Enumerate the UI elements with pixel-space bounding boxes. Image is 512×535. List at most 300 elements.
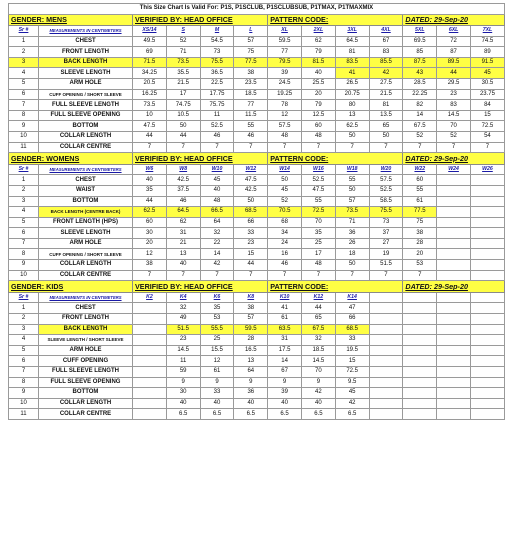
measurement-value: 40 bbox=[166, 260, 200, 271]
measurement-value: 40 bbox=[268, 398, 302, 409]
measurement-name: CHEST bbox=[39, 175, 133, 186]
measurement-value: 47.5 bbox=[301, 185, 335, 196]
measurement-value: 73.5 bbox=[133, 100, 167, 111]
measurement-value: 59.5 bbox=[234, 324, 268, 335]
measurement-value: 49.5 bbox=[133, 36, 167, 47]
measurement-value: 19 bbox=[369, 249, 403, 260]
measurement-value: 53 bbox=[403, 260, 437, 271]
row-number: 5 bbox=[9, 79, 39, 90]
measurement-value: 39 bbox=[268, 388, 302, 399]
measurement-value: 57 bbox=[234, 36, 268, 47]
verified-label: VERIFIED BY: HEAD OFFICE bbox=[133, 14, 268, 26]
size-header bbox=[470, 292, 504, 303]
size-header: W22 bbox=[403, 164, 437, 175]
measurement-value bbox=[133, 335, 167, 346]
measurement-value: 14.5 bbox=[437, 110, 471, 121]
measurement-value: 21 bbox=[166, 238, 200, 249]
measurement-value bbox=[437, 335, 471, 346]
measurement-value: 40 bbox=[301, 398, 335, 409]
measurement-value: 7 bbox=[234, 142, 268, 153]
measurement-value: 7 bbox=[268, 270, 302, 281]
measurement-value: 64.5 bbox=[335, 36, 369, 47]
title-row bbox=[9, 4, 505, 15]
measurement-value bbox=[437, 303, 471, 314]
measurement-value: 50 bbox=[335, 132, 369, 143]
measurement-value: 9.5 bbox=[335, 377, 369, 388]
measurement-value: 45 bbox=[470, 68, 504, 79]
measurement-value: 72.5 bbox=[470, 121, 504, 132]
measurement-value: 42 bbox=[369, 68, 403, 79]
size-header: W16 bbox=[301, 164, 335, 175]
measurement-value: 23.5 bbox=[234, 79, 268, 90]
measurement-value: 14.5 bbox=[166, 345, 200, 356]
measurement-name: COLLAR CENTRE bbox=[39, 409, 133, 420]
measurement-value: 46 bbox=[166, 196, 200, 207]
measurement-value: 46 bbox=[200, 132, 234, 143]
measurement-value: 42.5 bbox=[234, 185, 268, 196]
measurement-value: 9 bbox=[200, 377, 234, 388]
measurement-value bbox=[369, 398, 403, 409]
measurement-name: WAIST bbox=[39, 185, 133, 196]
row-number: 9 bbox=[9, 121, 39, 132]
measurement-value: 15 bbox=[335, 356, 369, 367]
measurement-row bbox=[9, 303, 505, 314]
measurement-value: 78 bbox=[268, 100, 302, 111]
measurement-value: 38 bbox=[403, 228, 437, 239]
measurement-value bbox=[437, 175, 471, 186]
measurement-value: 52.5 bbox=[200, 121, 234, 132]
measurement-value bbox=[470, 398, 504, 409]
measurement-value: 52 bbox=[403, 132, 437, 143]
measurement-value: 41 bbox=[335, 68, 369, 79]
measurement-value bbox=[437, 196, 471, 207]
measurement-value: 62.5 bbox=[133, 207, 167, 218]
measurement-value bbox=[437, 366, 471, 377]
measurement-value: 14 bbox=[200, 249, 234, 260]
measurement-value: 81 bbox=[369, 100, 403, 111]
size-header: W26 bbox=[470, 164, 504, 175]
size-header: W14 bbox=[268, 164, 302, 175]
measurement-name: FULL SLEEVE LENGTH bbox=[39, 100, 133, 111]
measurement-value bbox=[470, 185, 504, 196]
measurement-row bbox=[9, 260, 505, 271]
measurement-name: CUFF OPENING / SHORT SLEEVE bbox=[39, 249, 133, 260]
measurement-name: ARM HOLE bbox=[39, 238, 133, 249]
measurement-value: 70.5 bbox=[268, 207, 302, 218]
measurement-value: 17.5 bbox=[268, 345, 302, 356]
measurement-value: 28 bbox=[403, 238, 437, 249]
measurement-value: 24.5 bbox=[268, 79, 302, 90]
measurement-value: 35 bbox=[301, 228, 335, 239]
measurement-value: 40 bbox=[200, 185, 234, 196]
dated-label: DATED: 29-Sep-20 bbox=[403, 14, 505, 26]
measurement-value: 47 bbox=[335, 303, 369, 314]
measurement-row bbox=[9, 185, 505, 196]
measurement-value: 30 bbox=[133, 228, 167, 239]
measurement-value: 7 bbox=[403, 270, 437, 281]
measurement-value: 24 bbox=[268, 238, 302, 249]
size-header: W18 bbox=[335, 164, 369, 175]
measurement-value bbox=[403, 345, 437, 356]
section-header bbox=[9, 153, 505, 165]
measurement-value: 7 bbox=[369, 142, 403, 153]
measurement-value: 7 bbox=[470, 142, 504, 153]
sr-header: Sr # bbox=[9, 292, 39, 303]
measurement-value: 59 bbox=[166, 366, 200, 377]
measurement-value: 17.75 bbox=[200, 89, 234, 100]
measurement-value: 73 bbox=[369, 217, 403, 228]
sr-header: Sr # bbox=[9, 26, 39, 37]
row-number: 8 bbox=[9, 377, 39, 388]
size-header: W8 bbox=[166, 164, 200, 175]
measurement-row bbox=[9, 110, 505, 121]
measurement-value: 55 bbox=[335, 175, 369, 186]
size-chart-table bbox=[8, 3, 505, 420]
measurement-value: 7 bbox=[301, 270, 335, 281]
measurement-value: 52 bbox=[437, 132, 471, 143]
measurement-value: 42 bbox=[335, 398, 369, 409]
measurement-value: 62 bbox=[166, 217, 200, 228]
measurement-value: 44 bbox=[437, 68, 471, 79]
row-number: 9 bbox=[9, 260, 39, 271]
measurement-value bbox=[369, 377, 403, 388]
measurement-row bbox=[9, 36, 505, 47]
measurement-value bbox=[133, 313, 167, 324]
measurement-value: 10 bbox=[133, 110, 167, 121]
measurement-value: 64 bbox=[200, 217, 234, 228]
size-header: W6 bbox=[133, 164, 167, 175]
row-number: 7 bbox=[9, 238, 39, 249]
measurement-value: 7 bbox=[200, 270, 234, 281]
measurement-value: 33 bbox=[200, 388, 234, 399]
measurement-value: 7 bbox=[133, 270, 167, 281]
measurement-value bbox=[133, 345, 167, 356]
measurement-value: 30.5 bbox=[470, 79, 504, 90]
row-number: 11 bbox=[9, 409, 39, 420]
measurement-value: 46 bbox=[234, 132, 268, 143]
measurement-value bbox=[403, 324, 437, 335]
measurement-value: 17 bbox=[301, 249, 335, 260]
measurement-value bbox=[470, 303, 504, 314]
measurement-value: 36.5 bbox=[200, 68, 234, 79]
measurement-value: 61 bbox=[200, 366, 234, 377]
measurement-value: 44 bbox=[166, 132, 200, 143]
measurement-value bbox=[403, 409, 437, 420]
measurement-value: 7 bbox=[403, 142, 437, 153]
measurement-value: 75.5 bbox=[369, 207, 403, 218]
measurement-value: 83 bbox=[437, 100, 471, 111]
measurement-value: 40 bbox=[234, 398, 268, 409]
measurement-value: 6.5 bbox=[268, 409, 302, 420]
measurement-value: 14 bbox=[268, 356, 302, 367]
measurement-value: 6.5 bbox=[335, 409, 369, 420]
row-number: 3 bbox=[9, 57, 39, 68]
measurement-name: BOTTOM bbox=[39, 121, 133, 132]
size-header: W12 bbox=[234, 164, 268, 175]
measurement-row bbox=[9, 89, 505, 100]
measurement-name: BACK LENGTH bbox=[39, 57, 133, 68]
measurement-value: 84 bbox=[470, 100, 504, 111]
measurement-value: 7 bbox=[166, 142, 200, 153]
measurement-value: 7 bbox=[301, 142, 335, 153]
measurement-value: 77 bbox=[234, 100, 268, 111]
measurement-value: 64.5 bbox=[166, 207, 200, 218]
measurement-value bbox=[470, 175, 504, 186]
measurement-value: 33 bbox=[234, 228, 268, 239]
measurement-value: 42.5 bbox=[166, 175, 200, 186]
measurement-value: 80 bbox=[335, 100, 369, 111]
measurement-value: 7 bbox=[268, 142, 302, 153]
measurement-value: 21.5 bbox=[369, 89, 403, 100]
measurement-value: 66.5 bbox=[200, 207, 234, 218]
measurement-value: 52.5 bbox=[369, 185, 403, 196]
measurement-value: 13 bbox=[166, 249, 200, 260]
measurement-value: 34.25 bbox=[133, 68, 167, 79]
measurement-value: 37.5 bbox=[166, 185, 200, 196]
measurement-value: 35.5 bbox=[166, 68, 200, 79]
row-number: 3 bbox=[9, 324, 39, 335]
measurement-value: 82 bbox=[403, 100, 437, 111]
row-number: 2 bbox=[9, 313, 39, 324]
measurement-value: 28.5 bbox=[403, 79, 437, 90]
measurement-value: 9 bbox=[234, 377, 268, 388]
measurement-value: 77.5 bbox=[403, 207, 437, 218]
row-number: 3 bbox=[9, 196, 39, 207]
measurement-value: 18.5 bbox=[234, 89, 268, 100]
measurement-value: 61 bbox=[268, 313, 302, 324]
measurement-value: 60 bbox=[403, 175, 437, 186]
measurement-row bbox=[9, 132, 505, 143]
row-number: 1 bbox=[9, 175, 39, 186]
gender-label: GENDER: KIDS bbox=[9, 281, 133, 293]
measurement-value bbox=[133, 366, 167, 377]
measurement-row bbox=[9, 196, 505, 207]
measurement-value: 23 bbox=[234, 238, 268, 249]
measurement-row bbox=[9, 207, 505, 218]
measurement-value: 89 bbox=[470, 47, 504, 58]
measurement-value: 47.5 bbox=[133, 121, 167, 132]
measurement-value: 75 bbox=[403, 217, 437, 228]
measurement-value: 7 bbox=[166, 270, 200, 281]
measurement-row bbox=[9, 345, 505, 356]
measurement-name: SLEEVE LENGTH bbox=[39, 228, 133, 239]
measurement-row bbox=[9, 217, 505, 228]
measurement-value: 55 bbox=[403, 185, 437, 196]
measurement-name: CUFF OPENING bbox=[39, 356, 133, 367]
measurement-value: 75 bbox=[234, 47, 268, 58]
measurement-value: 14.5 bbox=[301, 356, 335, 367]
measurement-value: 83.5 bbox=[335, 57, 369, 68]
measurement-value: 74.75 bbox=[166, 100, 200, 111]
measurement-name: CHEST bbox=[39, 36, 133, 47]
measurement-name: CHEST bbox=[39, 303, 133, 314]
measurement-value: 7 bbox=[133, 142, 167, 153]
row-number: 8 bbox=[9, 249, 39, 260]
measurement-value bbox=[437, 409, 471, 420]
measurement-value bbox=[403, 303, 437, 314]
pattern-label: PATTERN CODE: bbox=[268, 153, 403, 165]
measurement-value bbox=[133, 356, 167, 367]
measurement-value: 33 bbox=[335, 335, 369, 346]
measurement-value bbox=[437, 313, 471, 324]
row-number: 7 bbox=[9, 100, 39, 111]
size-header: XS/14 bbox=[133, 26, 167, 37]
measurement-value: 77 bbox=[268, 47, 302, 58]
measurement-value: 75.5 bbox=[200, 57, 234, 68]
measurement-value: 6.5 bbox=[301, 409, 335, 420]
measurement-value bbox=[470, 270, 504, 281]
measurement-value: 32 bbox=[301, 335, 335, 346]
measurement-value bbox=[470, 260, 504, 271]
measurement-value: 52 bbox=[268, 196, 302, 207]
measurement-value: 91.5 bbox=[470, 57, 504, 68]
measurement-value: 81 bbox=[335, 47, 369, 58]
measurement-value: 23 bbox=[166, 335, 200, 346]
measurement-value: 50 bbox=[234, 196, 268, 207]
row-number: 6 bbox=[9, 356, 39, 367]
measurement-value: 59.5 bbox=[268, 36, 302, 47]
measurement-value bbox=[403, 388, 437, 399]
measurement-value bbox=[133, 409, 167, 420]
measurement-row bbox=[9, 324, 505, 335]
measurement-value: 12 bbox=[268, 110, 302, 121]
measurement-value: 44 bbox=[133, 132, 167, 143]
measurement-value: 52.5 bbox=[301, 175, 335, 186]
measurement-value: 41 bbox=[268, 303, 302, 314]
measurement-value bbox=[437, 249, 471, 260]
measurement-value: 55 bbox=[234, 121, 268, 132]
measurement-value: 65 bbox=[369, 121, 403, 132]
measurement-value: 60 bbox=[301, 121, 335, 132]
measurement-value: 9 bbox=[268, 377, 302, 388]
measurement-value: 46 bbox=[268, 260, 302, 271]
measurement-value: 23 bbox=[437, 89, 471, 100]
section-header bbox=[9, 14, 505, 26]
measurement-value: 85.5 bbox=[369, 57, 403, 68]
measurement-value: 40 bbox=[200, 398, 234, 409]
measurement-row bbox=[9, 388, 505, 399]
measurement-value: 45 bbox=[200, 175, 234, 186]
measurement-value bbox=[369, 356, 403, 367]
measurement-name: FULL SLEEVE LENGTH bbox=[39, 366, 133, 377]
measurement-value bbox=[133, 398, 167, 409]
measurement-row bbox=[9, 57, 505, 68]
verified-label: VERIFIED BY: HEAD OFFICE bbox=[133, 153, 268, 165]
measurement-value: 7 bbox=[335, 270, 369, 281]
measurement-name: FRONT LENGTH (HPS) bbox=[39, 217, 133, 228]
measurement-value: 31 bbox=[166, 228, 200, 239]
measurement-value bbox=[470, 324, 504, 335]
measurement-value: 11 bbox=[200, 110, 234, 121]
measurement-value: 43 bbox=[403, 68, 437, 79]
measurement-value: 35 bbox=[133, 185, 167, 196]
measurement-value: 60 bbox=[133, 217, 167, 228]
measurement-value: 13 bbox=[335, 110, 369, 121]
measurement-value: 13 bbox=[234, 356, 268, 367]
row-number: 10 bbox=[9, 132, 39, 143]
measurement-value: 67 bbox=[268, 366, 302, 377]
measurement-value bbox=[470, 313, 504, 324]
size-header: 3XL bbox=[335, 26, 369, 37]
measurement-value: 66 bbox=[335, 313, 369, 324]
size-header: W24 bbox=[437, 164, 471, 175]
measurement-value bbox=[470, 217, 504, 228]
measurement-value bbox=[369, 324, 403, 335]
measurement-value: 85 bbox=[403, 47, 437, 58]
measurement-value bbox=[369, 345, 403, 356]
size-header: K8 bbox=[234, 292, 268, 303]
measurement-value: 47.5 bbox=[234, 175, 268, 186]
measurement-value: 50 bbox=[369, 132, 403, 143]
measurement-value: 73.5 bbox=[166, 57, 200, 68]
measurement-value: 15 bbox=[470, 110, 504, 121]
measurement-value: 71.5 bbox=[133, 57, 167, 68]
measurement-value: 35 bbox=[200, 303, 234, 314]
section-header bbox=[9, 281, 505, 293]
measurement-row bbox=[9, 356, 505, 367]
measurement-value bbox=[403, 313, 437, 324]
size-header: 6XL bbox=[437, 26, 471, 37]
row-number: 5 bbox=[9, 345, 39, 356]
measurement-value: 37 bbox=[369, 228, 403, 239]
measurement-value: 77.5 bbox=[234, 57, 268, 68]
size-header: 7XL bbox=[470, 26, 504, 37]
measurement-row bbox=[9, 398, 505, 409]
measurement-value: 16.5 bbox=[234, 345, 268, 356]
measurement-value bbox=[403, 398, 437, 409]
measurement-value: 25 bbox=[200, 335, 234, 346]
measurement-name: COLLAR LENGTH bbox=[39, 260, 133, 271]
measurement-value: 53 bbox=[200, 313, 234, 324]
measurement-value bbox=[437, 324, 471, 335]
measurement-value: 25.5 bbox=[301, 79, 335, 90]
measurement-value bbox=[403, 356, 437, 367]
measurement-value: 61 bbox=[403, 196, 437, 207]
row-number: 6 bbox=[9, 89, 39, 100]
measurement-value: 19.5 bbox=[335, 345, 369, 356]
measurement-value: 50 bbox=[268, 175, 302, 186]
measurement-value: 71 bbox=[166, 47, 200, 58]
row-number: 6 bbox=[9, 228, 39, 239]
measurement-value: 32 bbox=[200, 228, 234, 239]
measurement-value: 44 bbox=[133, 196, 167, 207]
measurement-value: 6.5 bbox=[200, 409, 234, 420]
measurement-value: 12.5 bbox=[301, 110, 335, 121]
measurement-value: 65 bbox=[301, 313, 335, 324]
measurement-value: 7 bbox=[234, 270, 268, 281]
row-number: 1 bbox=[9, 36, 39, 47]
measurement-value: 11.5 bbox=[234, 110, 268, 121]
size-header: M bbox=[200, 26, 234, 37]
measurement-value: 52 bbox=[166, 36, 200, 47]
measurement-value: 15 bbox=[234, 249, 268, 260]
sr-header: Sr # bbox=[9, 164, 39, 175]
measurement-value bbox=[403, 366, 437, 377]
row-number: 10 bbox=[9, 270, 39, 281]
measurement-row bbox=[9, 100, 505, 111]
size-header: K12 bbox=[301, 292, 335, 303]
measurement-value: 12 bbox=[200, 356, 234, 367]
measurement-value: 20 bbox=[403, 249, 437, 260]
measurement-row bbox=[9, 366, 505, 377]
measurement-name: FRONT LENGTH bbox=[39, 47, 133, 58]
size-header: L bbox=[234, 26, 268, 37]
measurement-value bbox=[403, 377, 437, 388]
measurement-value: 54 bbox=[470, 132, 504, 143]
measurement-value bbox=[437, 398, 471, 409]
measurement-value: 29.5 bbox=[437, 79, 471, 90]
size-header: 4XL bbox=[369, 26, 403, 37]
